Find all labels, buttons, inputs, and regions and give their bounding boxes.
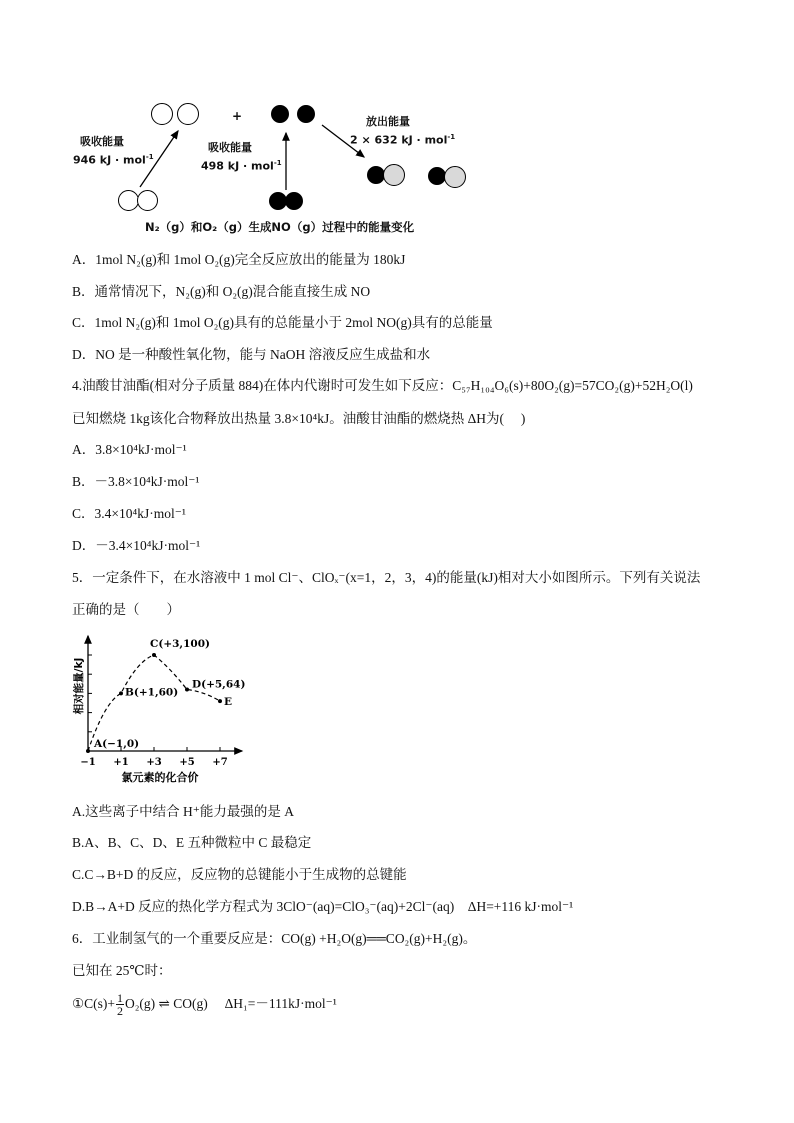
point-label-b: B(+1,60) bbox=[125, 686, 179, 699]
absorb-mid-value: 498 kJ · mol$^{-1}$ bbox=[201, 159, 282, 173]
q3-option-c: C．1mol N₂(g)和 1mol O₂(g)具有的总能量小于 2mol NO(g)具有的总能量 bbox=[72, 315, 493, 330]
q3-option-b: B．通常情况下，N₂(g)和 O₂(g)混合能直接生成 NO bbox=[72, 284, 371, 299]
y-axis-label: 相对能量/kJ bbox=[73, 657, 85, 715]
x-tick-label: +5 bbox=[179, 757, 195, 768]
q4-option-b: B．－3.8×10⁴kJ·mol⁻¹ bbox=[72, 474, 200, 489]
q3-option-d: D．NO 是一种酸性氧化物，能与 NaOH 溶液反应生成盐和水 bbox=[72, 347, 431, 362]
x-tick-label: +3 bbox=[146, 757, 162, 768]
q4-option-d: D．－3.4×10⁴kJ·mol⁻¹ bbox=[72, 538, 201, 553]
x-axis-label: 氯元素的化合价 bbox=[121, 771, 199, 784]
plus-sign: + bbox=[232, 109, 243, 123]
point-c bbox=[152, 653, 156, 657]
energy-curve bbox=[88, 655, 220, 751]
point-a bbox=[86, 749, 90, 753]
x-tick-label: +7 bbox=[212, 757, 228, 768]
point-label-d: D(+5,64) bbox=[192, 678, 246, 691]
q4-option-c: C．3.4×10⁴kJ·mol⁻¹ bbox=[72, 506, 186, 521]
figure-caption: N₂（g）和O₂（g）生成NO（g）过程中的能量变化 bbox=[145, 220, 415, 234]
release-title: 放出能量 bbox=[366, 115, 410, 128]
q4-stem-line2: 已知燃烧 1kg该化合物释放出热量 3.8×10⁴kJ。油酸甘油酯的燃烧热 ΔH为( ) bbox=[72, 411, 526, 426]
q5-option-b: B.A、B、C、D、E 五种微粒中 C 最稳定 bbox=[72, 835, 312, 850]
arrow-n2-up bbox=[140, 131, 178, 187]
point-label-e: E bbox=[224, 696, 233, 709]
q5-option-d: D.B→A+D 反应的热化学方程式为 3ClO⁻(aq)=ClO₃⁻(aq)+2Cl⁻(aq) ΔH=+116 kJ·mol⁻¹ bbox=[72, 899, 574, 914]
q5-option-c: C.C→B+D 的反应，反应物的总键能小于生成物的总键能 bbox=[72, 867, 407, 882]
q4-stem-line1: 4.油酸甘油酯(相对分子质量 884)在体内代谢时可发生如下反应：C₅₇H₁₀₄O₆(s)+80O₂(g)=57CO₂(g)+52H₂O(l) bbox=[72, 378, 693, 393]
q6-equation-1: ①C(s)+ $\frac{1}{2}$ O₂(g) ⇌ CO(g) ΔH₁=－111kJ·mol⁻¹ bbox=[72, 991, 337, 1019]
absorb-mid-title: 吸收能量 bbox=[208, 141, 252, 154]
q4-option-a: A．3.8×10⁴kJ·mol⁻¹ bbox=[72, 442, 187, 457]
x-tick-label: −1 bbox=[80, 757, 96, 768]
q3-option-a: A．1mol N₂(g)和 1mol O₂(g)完全反应放出的能量为 180kJ bbox=[72, 252, 406, 267]
arrow-release bbox=[322, 125, 364, 157]
q6-stem-line2: 已知在 25℃时： bbox=[72, 963, 172, 978]
q5-stem-line1: 5．一定条件下，在水溶液中 1 mol Cl⁻、ClOₓ⁻(x=1，2，3，4)的能量(kJ)相对大小如图所示。下列有关说法 bbox=[72, 570, 701, 585]
point-d bbox=[185, 688, 189, 692]
release-value: 2 × 632 kJ · mol$^{-1}$ bbox=[350, 133, 456, 147]
fraction-half: $\frac{1}{2}$ bbox=[116, 991, 123, 1019]
q5-option-a: A.这些离子中结合 H⁺能力最强的是 A bbox=[72, 804, 294, 819]
energy-diagram bbox=[70, 95, 490, 240]
energy-chart bbox=[70, 628, 260, 790]
point-label-a: A(−1,0) bbox=[94, 738, 140, 750]
point-b bbox=[119, 691, 123, 695]
absorb-left-value: 946 kJ · mol$^{-1}$ bbox=[73, 153, 154, 167]
x-tick-label: +1 bbox=[113, 757, 129, 768]
absorb-left-title: 吸收能量 bbox=[80, 135, 124, 148]
q6-stem-line1: 6．工业制氢气的一个重要反应是：CO(g) +H₂O(g)══CO₂(g)+H₂(g)。 bbox=[72, 931, 477, 946]
q5-stem-line2: 正确的是（ ） bbox=[72, 602, 180, 617]
point-label-c: C(+3,100) bbox=[150, 638, 210, 650]
point-e bbox=[218, 699, 222, 703]
